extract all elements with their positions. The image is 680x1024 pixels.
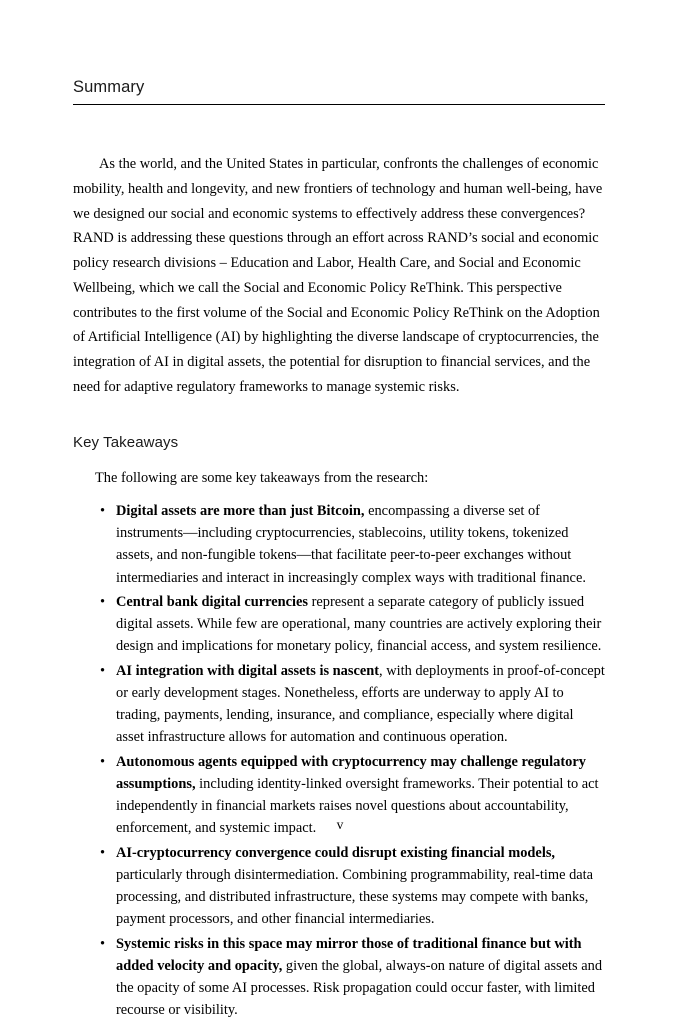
list-item: [73, 660, 605, 749]
spacer: [73, 400, 605, 434]
page-number: v: [336, 817, 344, 832]
bullet-point-icon: •: [100, 502, 106, 519]
list-item-body: , with deployments in proof-of-concept or early development stages. Nonetheless, efforts are underway to apply AI to trading, payments, lending, insurance, and compliance, especially where digital asset infrastructure allows for automation and continuous operation.: [116, 662, 605, 746]
list-item-lead: Digital assets are more than just Bitcoin,: [116, 502, 365, 519]
list-item-lead: AI-cryptocurrency convergence could disrupt existing financial models,: [116, 844, 556, 861]
bullet-point-icon: •: [100, 753, 106, 770]
list-item: [73, 500, 605, 589]
page-title: Summary: [73, 78, 145, 96]
summary-paragraph: As the world, and the United States in particular, confronts the challenges of economic mobility, health and longevity, and new frontiers of technology and human well-being, have we designed our social and economic systems to effectively address these convergences? RAND is addressing these questions through an effort across RAND’s social and economic policy research divisions – Education and Labor, Health Care, and Social and Economic Wellbeing, which we call the Social and Economic Policy ReThink. This perspective contributes to the first volume of the Social and Economic Policy ReThink on the Adoption of Artificial Intelligence (AI) by highlighting the diverse landscape of cryptocurrencies, the integration of AI in digital assets, the potential for disruption to financial services, and the need for adaptive regulatory frameworks to manage systemic risks.: [73, 155, 603, 395]
section-heading-key-takeaways: Key Takeaways: [73, 433, 179, 451]
list-item-body: represent a separate category of publicly issued digital assets. While few are operational, many countries are actively exploring their design and implications for monetary policy, financial access, and system resilience.: [116, 593, 602, 655]
list-item-body: including identity-linked oversight frameworks. Their potential to act independently in financial markets raises novel questions about accountability, enforcement, and systemic impact.: [116, 775, 599, 837]
spacer: [73, 452, 605, 467]
bullet-point-icon: •: [100, 935, 106, 952]
list-item-body: given the global, always-on nature of digital assets and the opacity of some AI processes. Risk propagation could occur faster, with limited recourse or visibility.: [116, 957, 603, 1019]
list-item: [73, 591, 605, 658]
list-item-body: encompassing a diverse set of instruments—including cryptocurrencies, stablecoins, utility tokens, tokenized assets, and non-fungible tokens—that facilitate peer-to-peer exchanges without intermediaries and interact in increasingly complex ways with traditional finance.: [116, 502, 586, 586]
list-item-lead: Central bank digital currencies: [116, 593, 309, 610]
bullet-point-icon: •: [100, 844, 106, 861]
page-content: [73, 78, 605, 1024]
bullet-point-icon: •: [100, 593, 106, 610]
list-item: [73, 842, 605, 931]
list-item-lead: AI integration with digital assets is nascent: [116, 662, 380, 679]
spacer: [73, 105, 605, 152]
key-takeaways-list: [73, 500, 605, 1022]
list-item-body: particularly through disintermediation. Combining programmability, real-time data processing, and distributed infrastructure, these systems may compete with banks, payment processors, and other financial intermediaries.: [116, 866, 594, 928]
list-item-lead: Autonomous agents equipped with cryptocurrency may challenge regulatory assumptions,: [116, 753, 586, 792]
bullet-point-icon: •: [100, 662, 106, 679]
list-item-lead: Systemic risks in this space may mirror those of traditional finance but with added velocity and opacity,: [116, 935, 582, 974]
spacer: [73, 489, 605, 500]
list-item: [73, 933, 605, 1022]
key-takeaways-intro: The following are some key takeaways from the research:: [95, 469, 429, 486]
